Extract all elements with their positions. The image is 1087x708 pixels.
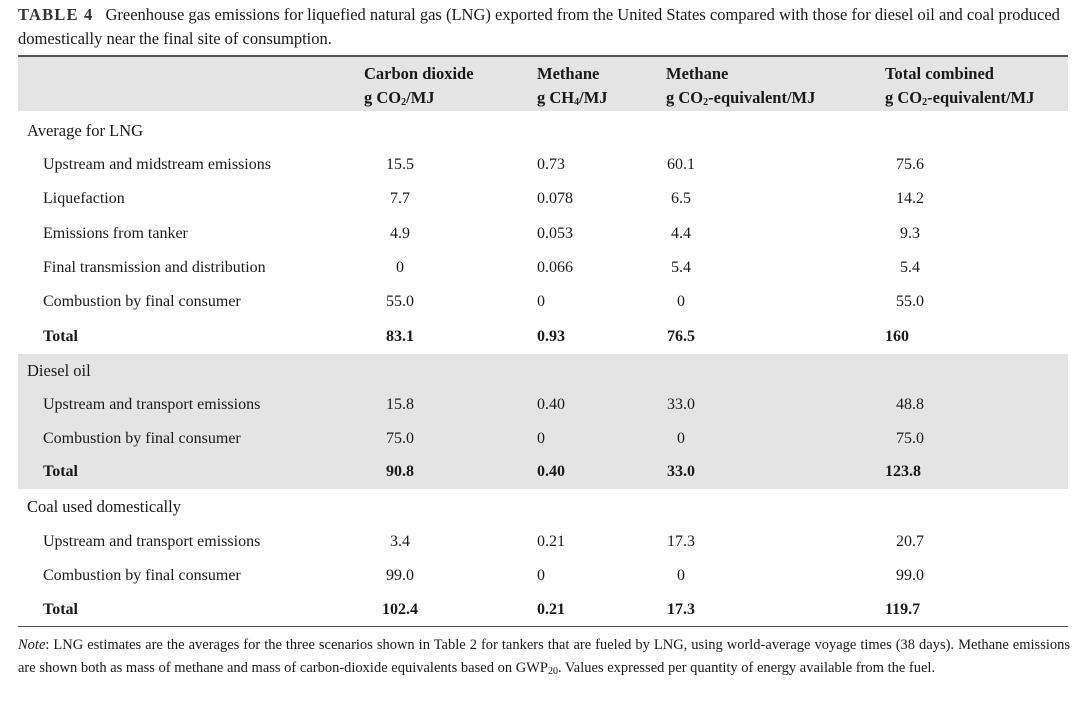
table-row-total — [0, 325, 1087, 349]
cell-ch4: 0.21 — [537, 533, 565, 550]
table-row — [0, 290, 1087, 314]
cell-ch4: 0.40 — [537, 463, 565, 480]
cell-ch4-equivalent: 33.0 — [667, 463, 695, 480]
table-row — [0, 187, 1087, 211]
cell-ch4: 0.21 — [537, 601, 565, 618]
col-header-total-combined: Total combined g $CO_2-equivalent/MJ$ — [885, 64, 1035, 108]
cell-co2: 3.4 — [390, 533, 410, 550]
cell-ch4: 0.73 — [537, 156, 565, 173]
cell-co2: 4.9 — [390, 225, 410, 242]
cell-co2: 102.4 — [382, 601, 418, 618]
row-label: Emissions from tanker — [43, 225, 188, 242]
cell-total: 119.7 — [885, 601, 921, 618]
cell-total: 75.6 — [896, 156, 924, 173]
cell-total: 5.4 — [900, 259, 920, 276]
table-row — [0, 564, 1087, 588]
cell-total: 55.0 — [896, 293, 924, 310]
table-row-total — [0, 460, 1087, 484]
row-label: Final transmission and distribution — [43, 259, 266, 276]
table-bottom-rule — [18, 626, 1068, 627]
cell-co2: 90.8 — [386, 463, 414, 480]
cell-ch4-equivalent: 0 — [677, 430, 685, 447]
cell-co2: 55.0 — [386, 293, 414, 310]
cell-co2: 7.7 — [390, 190, 410, 207]
table-reference-link[interactable]: 2 — [469, 637, 477, 653]
cell-co2: 15.8 — [386, 396, 414, 413]
table-caption — [18, 3, 1073, 51]
col-header-ch4: Methane g $CH_4/MJ$ — [537, 64, 608, 108]
cell-ch4-equivalent: 6.5 — [671, 190, 691, 207]
cell-co2: 15.5 — [386, 156, 414, 173]
row-label: Total — [43, 601, 78, 618]
cell-ch4: 0.93 — [537, 328, 565, 345]
cell-ch4: 0.066 — [537, 259, 573, 276]
table-row — [0, 222, 1087, 246]
table-row — [0, 427, 1087, 451]
cell-ch4: 0.053 — [537, 225, 573, 242]
row-label: Combustion by final consumer — [43, 293, 241, 310]
table-label: TABLE 4 — [18, 5, 94, 24]
cell-ch4-equivalent: 4.4 — [671, 225, 691, 242]
cell-total: 20.7 — [896, 533, 924, 550]
cell-ch4-equivalent: 33.0 — [667, 396, 695, 413]
cell-ch4-equivalent: 60.1 — [667, 156, 695, 173]
cell-ch4: 0 — [537, 567, 545, 584]
section-title-lng: Average for LNG — [27, 121, 144, 140]
cell-ch4-equivalent: 5.4 — [671, 259, 691, 276]
cell-total: 160 — [885, 328, 909, 345]
row-label: Total — [43, 328, 78, 345]
cell-ch4-equivalent: 0 — [677, 293, 685, 310]
caption-text: Greenhouse gas emissions for liquefied natural gas (LNG) exported from the United States compared with those for diesel oil and coal produced domestically near the final site of consumption. — [18, 5, 1060, 48]
table-row — [0, 530, 1087, 554]
col-header-ch4-equivalent: Methane g $CO_2-equivalent/MJ$ — [666, 64, 816, 108]
cell-ch4: 0.40 — [537, 396, 565, 413]
table-row — [0, 256, 1087, 280]
cell-ch4-equivalent: 17.3 — [667, 533, 695, 550]
cell-ch4: 0.078 — [537, 190, 573, 207]
row-label: Upstream and transport emissions — [43, 533, 261, 550]
section-title-diesel: Diesel oil — [27, 361, 91, 380]
row-label: Upstream and midstream emissions — [43, 156, 271, 173]
cell-total: 48.8 — [896, 396, 924, 413]
cell-total: 75.0 — [896, 430, 924, 447]
table-row — [0, 393, 1087, 417]
section-title-coal: Coal used domestically — [27, 497, 181, 516]
row-label: Combustion by final consumer — [43, 430, 241, 447]
cell-total: 99.0 — [896, 567, 924, 584]
col-header-co2: Carbon dioxide g $CO_2/MJ$ — [364, 64, 474, 108]
row-label: Upstream and transport emissions — [43, 396, 261, 413]
table-row-total — [0, 598, 1087, 622]
cell-co2: 0 — [396, 259, 404, 276]
cell-total: 14.2 — [896, 190, 924, 207]
cell-ch4-equivalent: 17.3 — [667, 601, 695, 618]
cell-total: 123.8 — [885, 463, 921, 480]
table-row — [0, 153, 1087, 177]
cell-total: 9.3 — [900, 225, 920, 242]
row-label: Combustion by final consumer — [43, 567, 241, 584]
cell-ch4-equivalent: 76.5 — [667, 328, 695, 345]
row-label: Total — [43, 463, 78, 480]
cell-co2: 99.0 — [386, 567, 414, 584]
cell-ch4: 0 — [537, 430, 545, 447]
cell-co2: 83.1 — [386, 328, 414, 345]
row-label: Liquefaction — [43, 190, 125, 207]
cell-ch4-equivalent: 0 — [677, 567, 685, 584]
note-label: Note — [18, 637, 46, 653]
cell-co2: 75.0 — [386, 430, 414, 447]
table-note: Note: LNG estimates are the averages for the three scenarios shown in Table 2 for tankers that are fueled by LNG, using world-average voyage times (38 days). Methane emissions are shown both as mass of methane and mass of carbon-dioxide equivalents based on $GWP_{20}$. Values expressed per quantity of energy available from the fuel. — [18, 637, 1071, 677]
cell-ch4: 0 — [537, 293, 545, 310]
